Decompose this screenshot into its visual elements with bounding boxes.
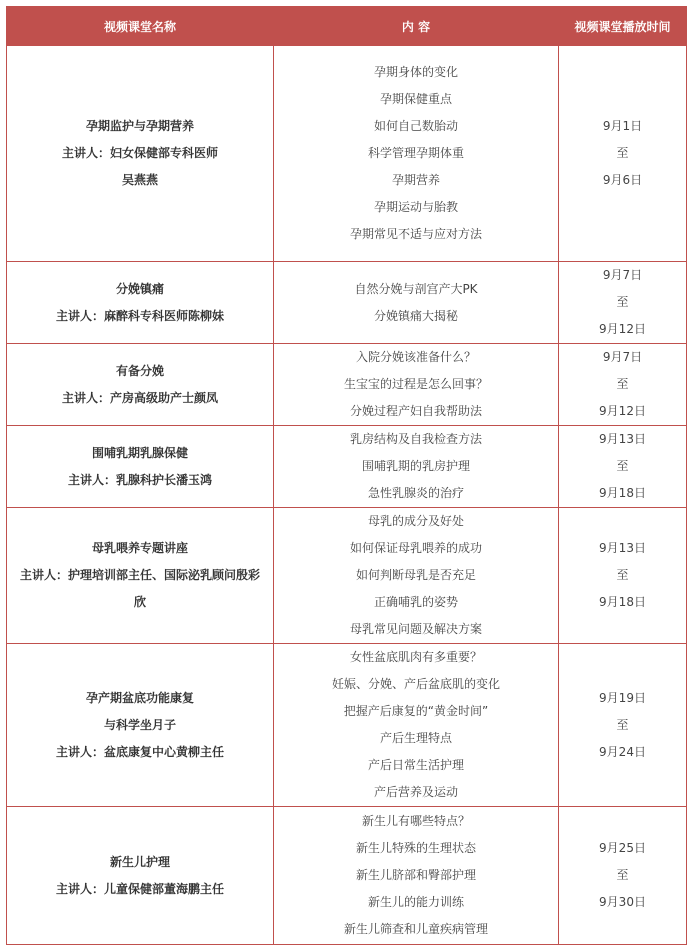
time-separator: 至 (616, 377, 629, 391)
header-play-time: 视频课堂播放时间 (559, 7, 687, 46)
play-time-cell (559, 508, 687, 644)
course-lecturer: 主讲人：麻醉科专科医师陈柳妹 (55, 308, 224, 323)
play-time-cell (559, 807, 687, 945)
play-time-cell (559, 344, 687, 426)
time-end: 9月24日 (599, 744, 646, 759)
content-item: 入院分娩该准备什么？ (355, 350, 476, 364)
content-cell (274, 46, 559, 262)
time-end: 9月30日 (599, 895, 646, 909)
table-row (7, 644, 687, 807)
course-title: 有备分娩 (115, 363, 164, 378)
course-lecturer: 主讲人：护理培训部主任、国际泌乳顾问殷彩欣 (19, 568, 260, 609)
time-end: 9月18日 (599, 595, 646, 609)
content-item: 孕期常见不适与应对方法 (349, 227, 482, 241)
content-item: 孕期运动与胎教 (373, 200, 458, 214)
time-start: 9月1日 (602, 119, 643, 133)
course-lecturer: 主讲人：妇女保健部专科医师 (61, 146, 218, 160)
time-separator: 至 (616, 868, 629, 882)
content-item: 乳房结构及自我检查方法 (349, 432, 482, 446)
content-item: 正确哺乳的姿势 (373, 595, 458, 609)
content-item: 新生儿的能力训练 (367, 895, 464, 909)
content-item: 产后生理特点 (379, 731, 452, 745)
table-row (7, 46, 687, 262)
time-start: 9月19日 (599, 690, 646, 705)
content-item: 新生儿筛查和儿童疾病管理 (343, 922, 488, 936)
time-separator: 至 (616, 568, 629, 582)
course-title: 新生儿护理 (109, 854, 170, 869)
play-time-cell (559, 262, 687, 344)
course-name-cell (7, 508, 274, 644)
course-name-cell (7, 807, 274, 945)
content-item: 母乳常见问题及解决方案 (349, 622, 482, 636)
course-title: 孕产期盆底功能康复 (85, 690, 194, 705)
play-time-cell (559, 644, 687, 807)
course-lecturer: 吴燕燕 (121, 173, 158, 187)
content-item: 如何保证母乳喂养的成功 (349, 541, 482, 555)
content-item: 新生儿有哪些特点？ (361, 814, 470, 828)
course-name-cell (7, 426, 274, 508)
content-item: 分娩镇痛大揭秘 (373, 308, 458, 323)
time-start: 9月25日 (599, 841, 646, 855)
course-lecturer: 与科学坐月子 (103, 717, 176, 732)
time-end: 9月12日 (599, 404, 646, 418)
play-time-cell (559, 46, 687, 262)
content-item: 新生儿特殊的生理状态 (355, 841, 476, 855)
content-cell (274, 426, 559, 508)
content-item: 孕期身体的变化 (373, 65, 458, 79)
content-cell (274, 644, 559, 807)
time-start: 9月7日 (602, 268, 643, 282)
course-title: 孕期监护与孕期营养 (85, 119, 194, 133)
content-item: 孕期营养 (391, 173, 440, 187)
time-end: 9月18日 (599, 486, 646, 500)
content-cell (274, 508, 559, 644)
content-item: 生宝宝的过程是怎么回事？ (343, 377, 488, 391)
time-separator: 至 (616, 295, 629, 309)
time-separator: 至 (616, 459, 629, 473)
header-row (7, 7, 687, 46)
content-item: 如何自己数胎动 (373, 119, 458, 133)
course-lecturer: 主讲人：乳腺科护长潘玉鸿 (67, 472, 212, 487)
course-title: 分娩镇痛 (115, 281, 164, 296)
content-item: 急性乳腺炎的治疗 (367, 486, 464, 500)
course-name-cell (7, 262, 274, 344)
content-item: 妊娠、分娩、产后盆底肌的变化 (331, 677, 500, 691)
time-start: 9月7日 (602, 350, 643, 364)
table-row (7, 807, 687, 945)
time-separator: 至 (616, 717, 629, 732)
course-lecturer: 主讲人：盆底康复中心黄柳主任 (55, 744, 224, 759)
time-end: 9月6日 (602, 173, 643, 187)
content-item: 产后日常生活护理 (367, 758, 464, 772)
time-start: 9月13日 (599, 432, 646, 446)
content-item: 如何判断母乳是否充足 (355, 568, 476, 582)
content-cell (274, 262, 559, 344)
schedule-table (6, 6, 687, 945)
content-item: 新生儿脐部和臀部护理 (355, 868, 476, 882)
time-start: 9月13日 (599, 541, 646, 555)
course-name-cell (7, 644, 274, 807)
course-title: 围哺乳期乳腺保健 (91, 445, 188, 460)
content-item: 自然分娩与剖宫产大PK (354, 281, 478, 296)
time-separator: 至 (616, 146, 629, 160)
course-title: 母乳喂养专题讲座 (91, 541, 188, 555)
header-content: 内 容 (274, 7, 559, 46)
content-item: 女性盆底肌肉有多重要？ (349, 650, 482, 664)
content-cell (274, 807, 559, 945)
content-cell (274, 344, 559, 426)
course-name-cell (7, 46, 274, 262)
content-item: 把握产后康复的“黄金时间” (343, 704, 489, 718)
table-row (7, 344, 687, 426)
content-item: 孕期保健重点 (379, 92, 452, 106)
content-item: 分娩过程产妇自我帮助法 (349, 404, 482, 418)
course-lecturer: 主讲人：儿童保健部董海鹏主任 (55, 881, 224, 896)
content-item: 科学管理孕期体重 (367, 146, 464, 160)
time-end: 9月12日 (599, 322, 646, 336)
table-row (7, 508, 687, 644)
content-item: 产后营养及运动 (373, 785, 458, 799)
content-item: 围哺乳期的乳房护理 (361, 459, 470, 473)
header-course-name: 视频课堂名称 (7, 7, 274, 46)
table-row (7, 262, 687, 344)
content-item: 母乳的成分及好处 (367, 514, 464, 528)
course-name-cell (7, 344, 274, 426)
course-lecturer: 主讲人：产房高级助产士颜凤 (61, 390, 218, 405)
play-time-cell (559, 426, 687, 508)
table-row (7, 426, 687, 508)
